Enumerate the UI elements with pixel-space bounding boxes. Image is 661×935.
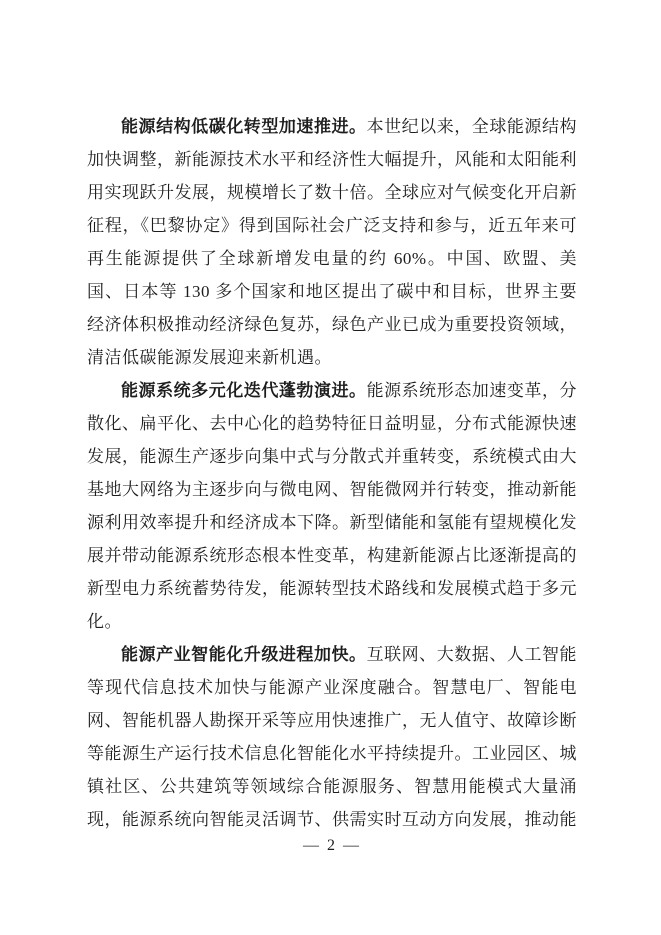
paragraph-text: 互联网、大数据、人工智能等现代信息技术加快与能源产业深度融合。智慧电厂、智能电网、智能机器人勘探开采等应用快速推广，无人值守、故障诊断等能源生产运行技术信息化智能化水平持续提升。工业园区、城镇社区、公共建筑等领域综合能源服务、智慧用能模式大量涌现，能源系统向智能灵活调节、供需实时互动方向发展，推动能 — [87, 645, 578, 829]
paragraph-energy-industry — [87, 638, 577, 836]
paragraph-text: 本世纪以来，全球能源结构加快调整，新能源技术水平和经济性大幅提升，风能和太阳能利用实现跃升发展，规模增长了数十倍。全球应对气候变化开启新征程，《巴黎协定》得到国际社会广泛支持和参与，近五年来可再生能源提供了全球新增发电量的约 60%。中国、欧盟、美国、日本等 130 多个国家和地区提出了碳中和目标，世界主要经济体积极推动经济绿色复苏，绿色产业已成为重要投资领域，清洁低碳能源发展迎来新机遇。 — [87, 117, 578, 367]
paragraph-lead: 能源结构低碳化转型加速推进。 — [121, 117, 367, 136]
document-body — [87, 110, 577, 836]
paragraph-lead: 能源产业智能化升级进程加快。 — [121, 645, 367, 664]
paragraph-energy-structure — [87, 110, 577, 374]
paragraph-energy-system — [87, 374, 577, 638]
paragraph-text: 能源系统形态加速变革，分散化、扁平化、去中心化的趋势特征日益明显，分布式能源快速发展，能源生产逐步向集中式与分散式并重转变，系统模式由大基地大网络为主逐步向与微电网、智能微网并行转变，推动新能源利用效率提升和经济成本下降。新型储能和氢能有望规模化发展并带动能源系统形态根本性变革，构建新能源占比逐渐提高的新型电力系统蓄势待发，能源转型技术路线和发展模式趋于多元化。 — [87, 381, 578, 631]
paragraph-lead: 能源系统多元化迭代蓬勃演进。 — [121, 381, 367, 400]
page-number: — 2 — — [303, 837, 361, 854]
